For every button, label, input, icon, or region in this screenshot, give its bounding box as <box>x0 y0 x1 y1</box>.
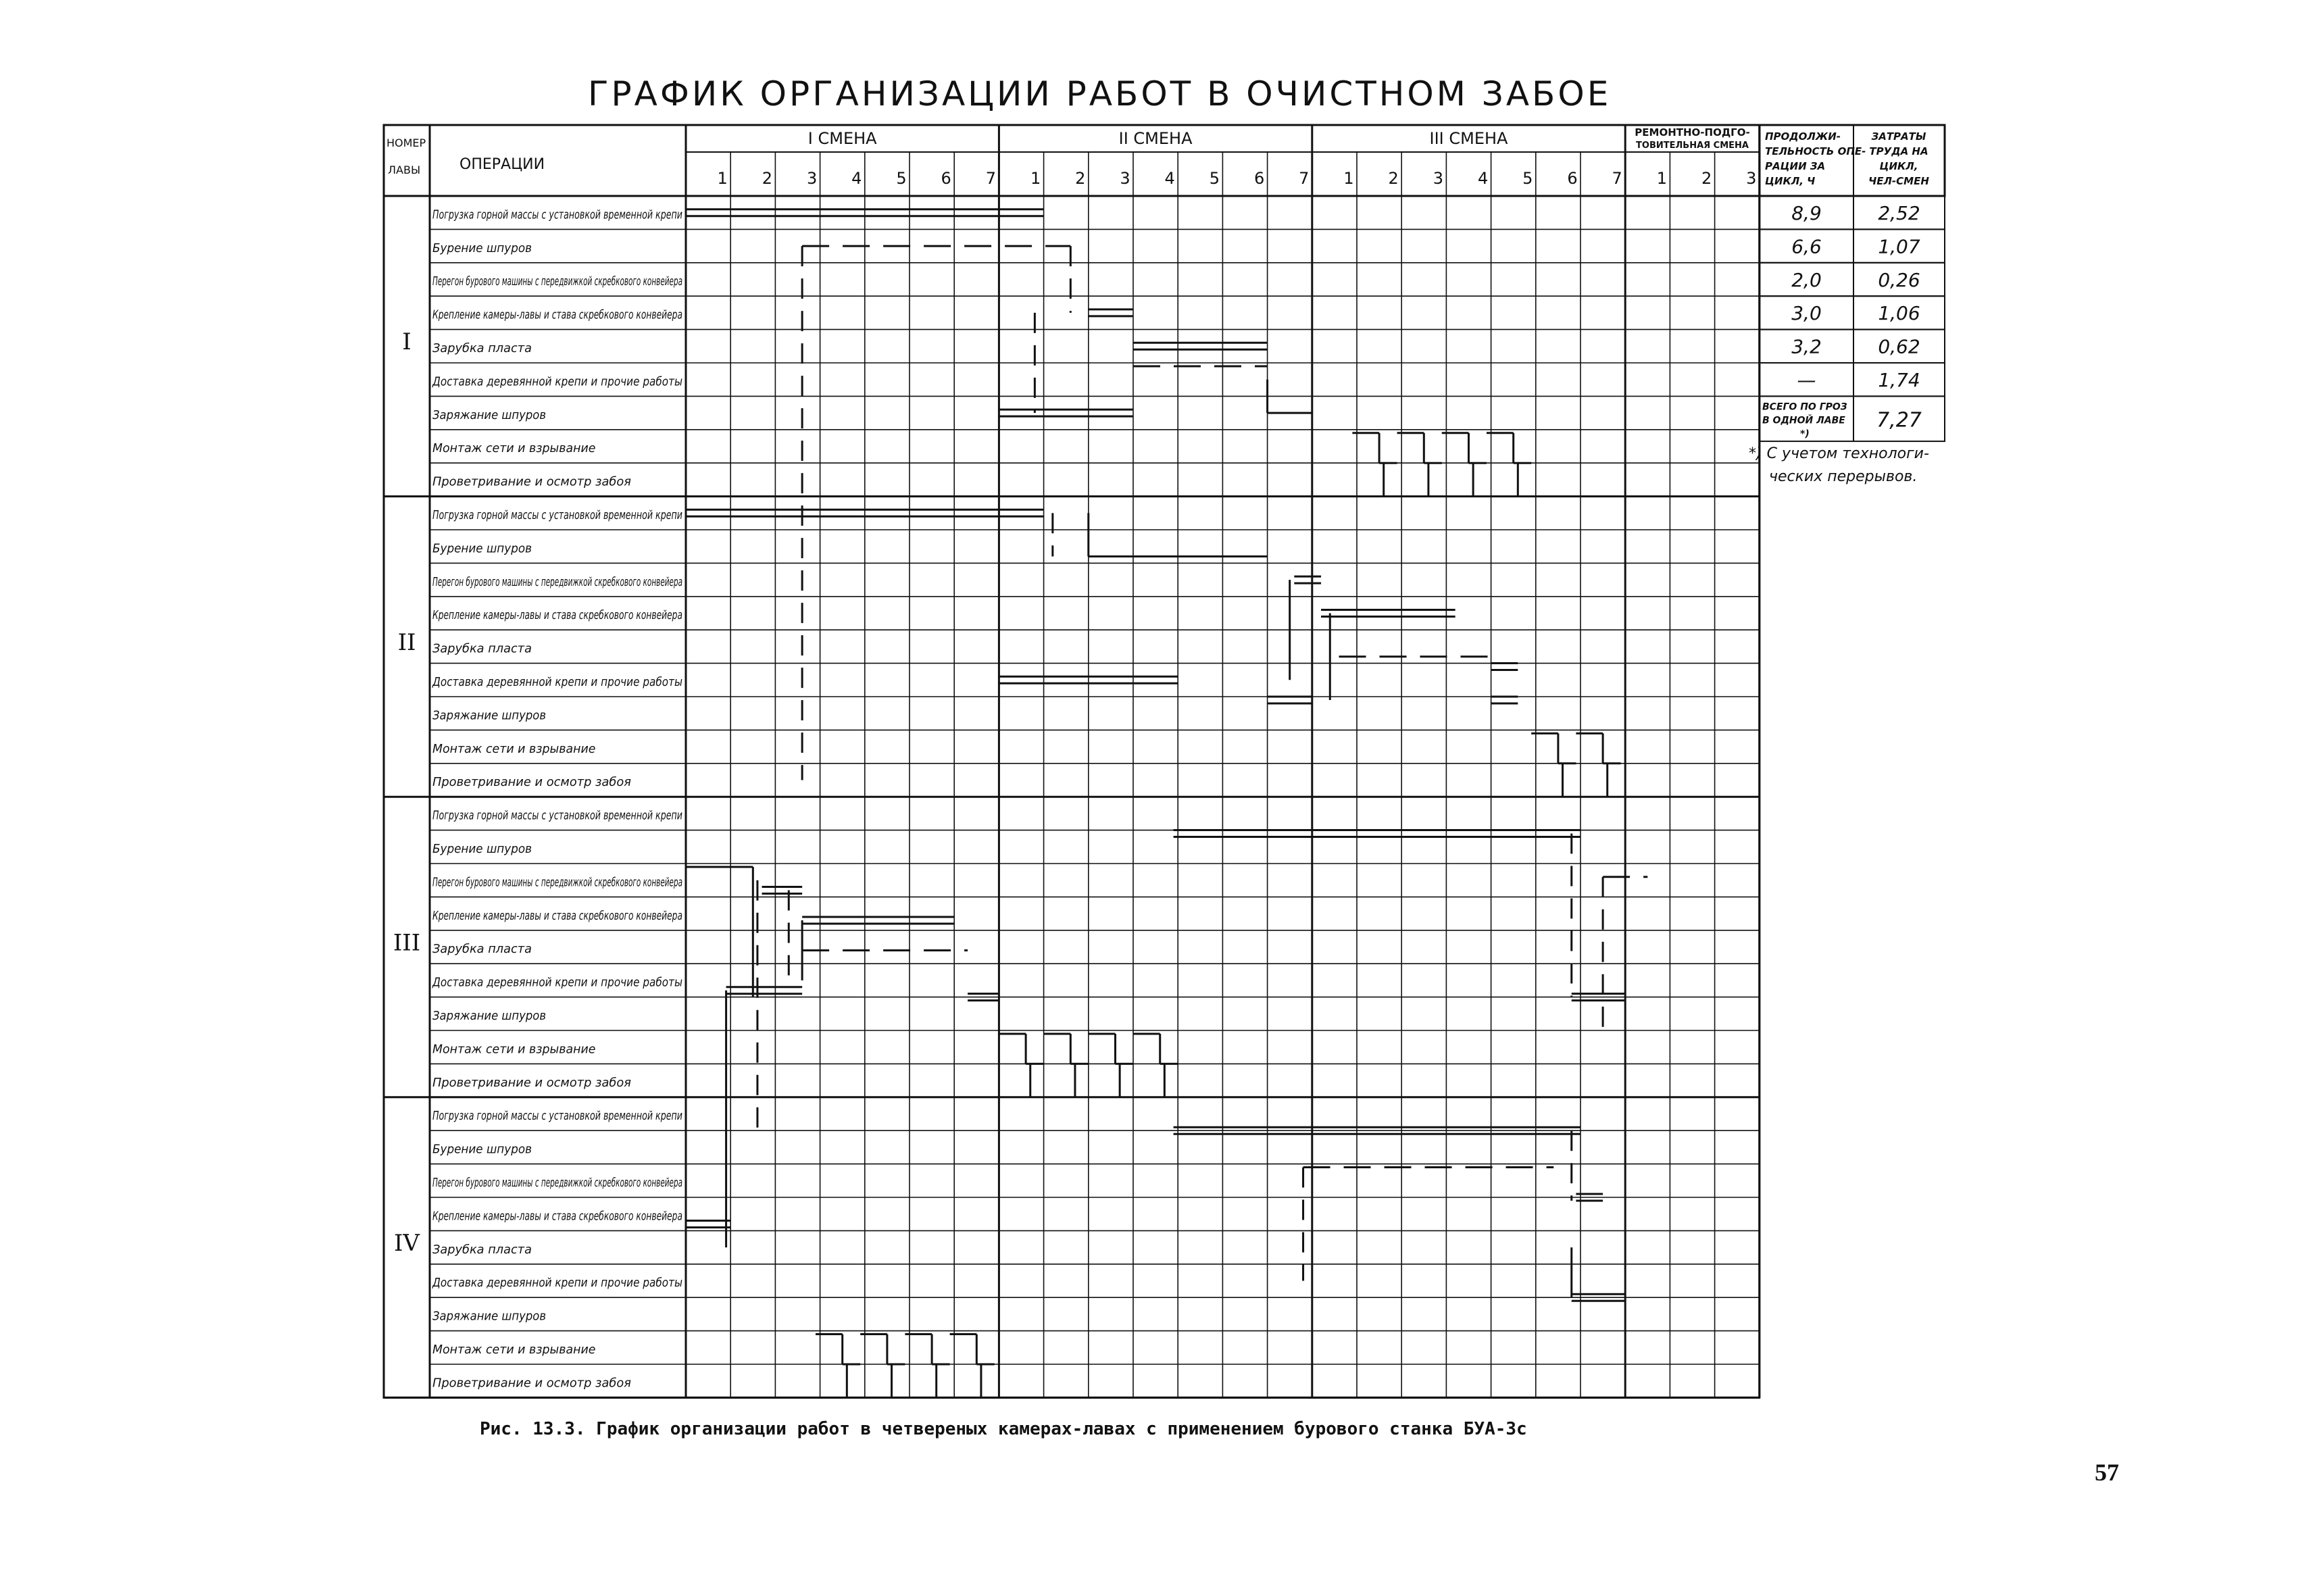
operation-label: Заряжание шпуров <box>432 708 546 723</box>
summary-duration: 8,9 <box>1791 202 1822 224</box>
hour-label: 2 <box>762 169 773 188</box>
shift-3-header: III СМЕНА <box>1429 129 1508 148</box>
hour-label: 5 <box>1209 169 1220 188</box>
operation-label: Перегон бурового машины с передвижкой скребкового конвейера <box>432 574 682 589</box>
repair-header-1: РЕМОНТНО-ПОДГО- <box>1635 126 1750 139</box>
hour-label: 5 <box>896 169 907 188</box>
duration-header-line: ЦИКЛ, Ч <box>1765 175 1816 187</box>
operation-label: Бурение шпуров <box>432 842 532 856</box>
labor-header-line: ЧЕЛ-СМЕН <box>1868 175 1929 187</box>
hour-label: 7 <box>985 169 997 188</box>
operation-label: Погрузка горной массы с установкой временной крепи <box>432 1109 683 1124</box>
hour-label: 7 <box>1612 169 1622 188</box>
operation-label: Заряжание шпуров <box>432 1309 546 1324</box>
operation-label: Доставка деревянной крепи и прочие работы <box>432 975 682 990</box>
summary-labor: 0,26 <box>1878 268 1920 291</box>
hour-label: 1 <box>1343 169 1354 188</box>
operation-label: Бурение шпуров <box>432 241 532 255</box>
summary-labor: 2,52 <box>1878 202 1920 224</box>
operation-label: Крепление камеры-лавы и става скребкового конвейера <box>432 908 682 923</box>
summary-labor: 1,07 <box>1878 235 1920 258</box>
operation-label: Проветривание и осмотр забоя <box>432 1075 632 1090</box>
operation-label: Крепление камеры-лавы и става скребкового конвейера <box>432 608 682 623</box>
hour-label: 7 <box>1299 169 1310 188</box>
operation-label: Проветривание и осмотр забоя <box>432 1376 632 1391</box>
shift-1-header: I СМЕНА <box>807 129 877 148</box>
duration-header-line: РАЦИИ ЗА <box>1765 160 1826 172</box>
operation-label: Крепление камеры-лавы и става скребкового конвейера <box>432 307 682 322</box>
operation-label: Монтаж сети и взрывание <box>432 441 596 456</box>
lava-label: II <box>397 628 416 656</box>
summary-labor: 0,62 <box>1878 335 1920 358</box>
operation-label: Перегон бурового машины с передвижкой скребкового конвейера <box>432 875 682 890</box>
hour-label: 6 <box>1253 169 1265 188</box>
operation-label: Зарубка пласта <box>432 1242 532 1257</box>
operation-label: Зарубка пласта <box>432 341 532 355</box>
lava-label: I <box>402 328 412 356</box>
footnote-line-1: С учетом технологи- <box>1766 445 1929 462</box>
summary-duration: 6,6 <box>1791 235 1822 258</box>
labor-header-line: ЗАТРАТЫ <box>1871 130 1926 143</box>
hour-label: 2 <box>1075 169 1086 188</box>
labor-header-line: ЦИКЛ, <box>1879 160 1918 172</box>
operation-label: Зарубка пласта <box>432 641 532 656</box>
total-label-3: *) <box>1800 428 1810 440</box>
total-label-1: ВСЕГО ПО ГРОЗ <box>1762 401 1847 413</box>
summary-labor: 1,06 <box>1878 302 1920 325</box>
hour-label: 1 <box>717 169 728 188</box>
operation-label: Заряжание шпуров <box>432 407 546 422</box>
operation-label: Погрузка горной массы с установкой временной крепи <box>432 508 683 522</box>
total-label-2: В ОДНОЙ ЛАВЕ <box>1762 415 1845 426</box>
footnote-line-2: ческих перерывов. <box>1769 468 1918 485</box>
page-number: 57 <box>2095 1459 2119 1486</box>
operation-label: Проветривание и осмотр забоя <box>432 474 632 489</box>
duration-header-line: ПРОДОЛЖИ- <box>1765 130 1841 143</box>
hour-label: 4 <box>851 169 862 188</box>
operation-label: Перегон бурового машины с передвижкой скребкового конвейера <box>432 1176 682 1190</box>
operations-header: ОПЕРАЦИИ <box>459 156 545 173</box>
operation-label: Доставка деревянной крепи и прочие работы <box>432 1276 682 1291</box>
summary-duration: 3,0 <box>1791 302 1822 325</box>
shift-2-header: II СМЕНА <box>1118 129 1193 148</box>
repair-header-2: ТОВИТЕЛЬНАЯ СМЕНА <box>1636 141 1749 151</box>
operation-label: Погрузка горной массы с установкой временной крепи <box>432 207 683 222</box>
hour-label: 2 <box>1388 169 1399 188</box>
operation-label: Бурение шпуров <box>432 541 532 556</box>
lava-label: III <box>393 929 421 957</box>
labor-header-line: ТРУДА НА <box>1869 145 1928 157</box>
operation-label: Проветривание и осмотр забоя <box>432 775 632 790</box>
operation-label: Доставка деревянной крепи и прочие работы <box>432 374 682 389</box>
hour-label: 3 <box>806 169 818 188</box>
hour-label: 1 <box>1656 169 1668 188</box>
hour-label: 6 <box>941 169 951 188</box>
summary-total-value: 7,27 <box>1876 408 1922 432</box>
operation-label: Монтаж сети и взрывание <box>432 1042 596 1057</box>
lava-header: НОМЕР <box>387 136 426 149</box>
summary-duration: — <box>1797 369 1816 391</box>
hour-label: 6 <box>1567 169 1578 188</box>
operation-label: Заряжание шпуров <box>432 1009 546 1023</box>
duration-header-line: ТЕЛЬНОСТЬ ОПЕ- <box>1765 145 1866 157</box>
lava-label: IV <box>394 1230 420 1257</box>
operation-label: Доставка деревянной крепи и прочие работы <box>432 675 682 689</box>
operation-label: Перегон бурового машины с передвижкой скребкового конвейера <box>432 274 682 289</box>
hour-label: 4 <box>1477 169 1489 188</box>
summary-duration: 3,2 <box>1791 335 1822 358</box>
summary-labor: 1,74 <box>1878 369 1920 391</box>
hour-label: 3 <box>1433 169 1444 188</box>
summary-duration: 2,0 <box>1791 268 1822 291</box>
operation-label: Погрузка горной массы с установкой временной крепи <box>432 808 683 823</box>
operation-label: Зарубка пласта <box>432 942 532 957</box>
hour-label: 3 <box>1746 169 1757 188</box>
hour-label: 3 <box>1120 169 1130 188</box>
hour-label: 5 <box>1522 169 1533 188</box>
operation-label: Крепление камеры-лавы и става скребкового конвейера <box>432 1209 682 1224</box>
hour-label: 4 <box>1164 169 1175 188</box>
footnote-mark: *) <box>1749 445 1762 462</box>
hour-label: 2 <box>1701 169 1712 188</box>
figure-caption: Рис. 13.3. График организации работ в четвереных камерах-лавах с применением бурового станка БУА-3с <box>480 1419 1527 1439</box>
footnote <box>1749 443 1929 489</box>
lava-header-2: ЛАВЫ <box>388 164 421 176</box>
operation-label: Бурение шпуров <box>432 1142 532 1157</box>
page-title: ГРАФИК ОРГАНИЗАЦИИ РАБОТ В ОЧИСТНОМ ЗАБОЕ <box>588 74 1612 114</box>
hour-label: 1 <box>1030 169 1041 188</box>
operation-label: Монтаж сети и взрывание <box>432 741 596 756</box>
operation-label: Монтаж сети и взрывание <box>432 1343 596 1357</box>
